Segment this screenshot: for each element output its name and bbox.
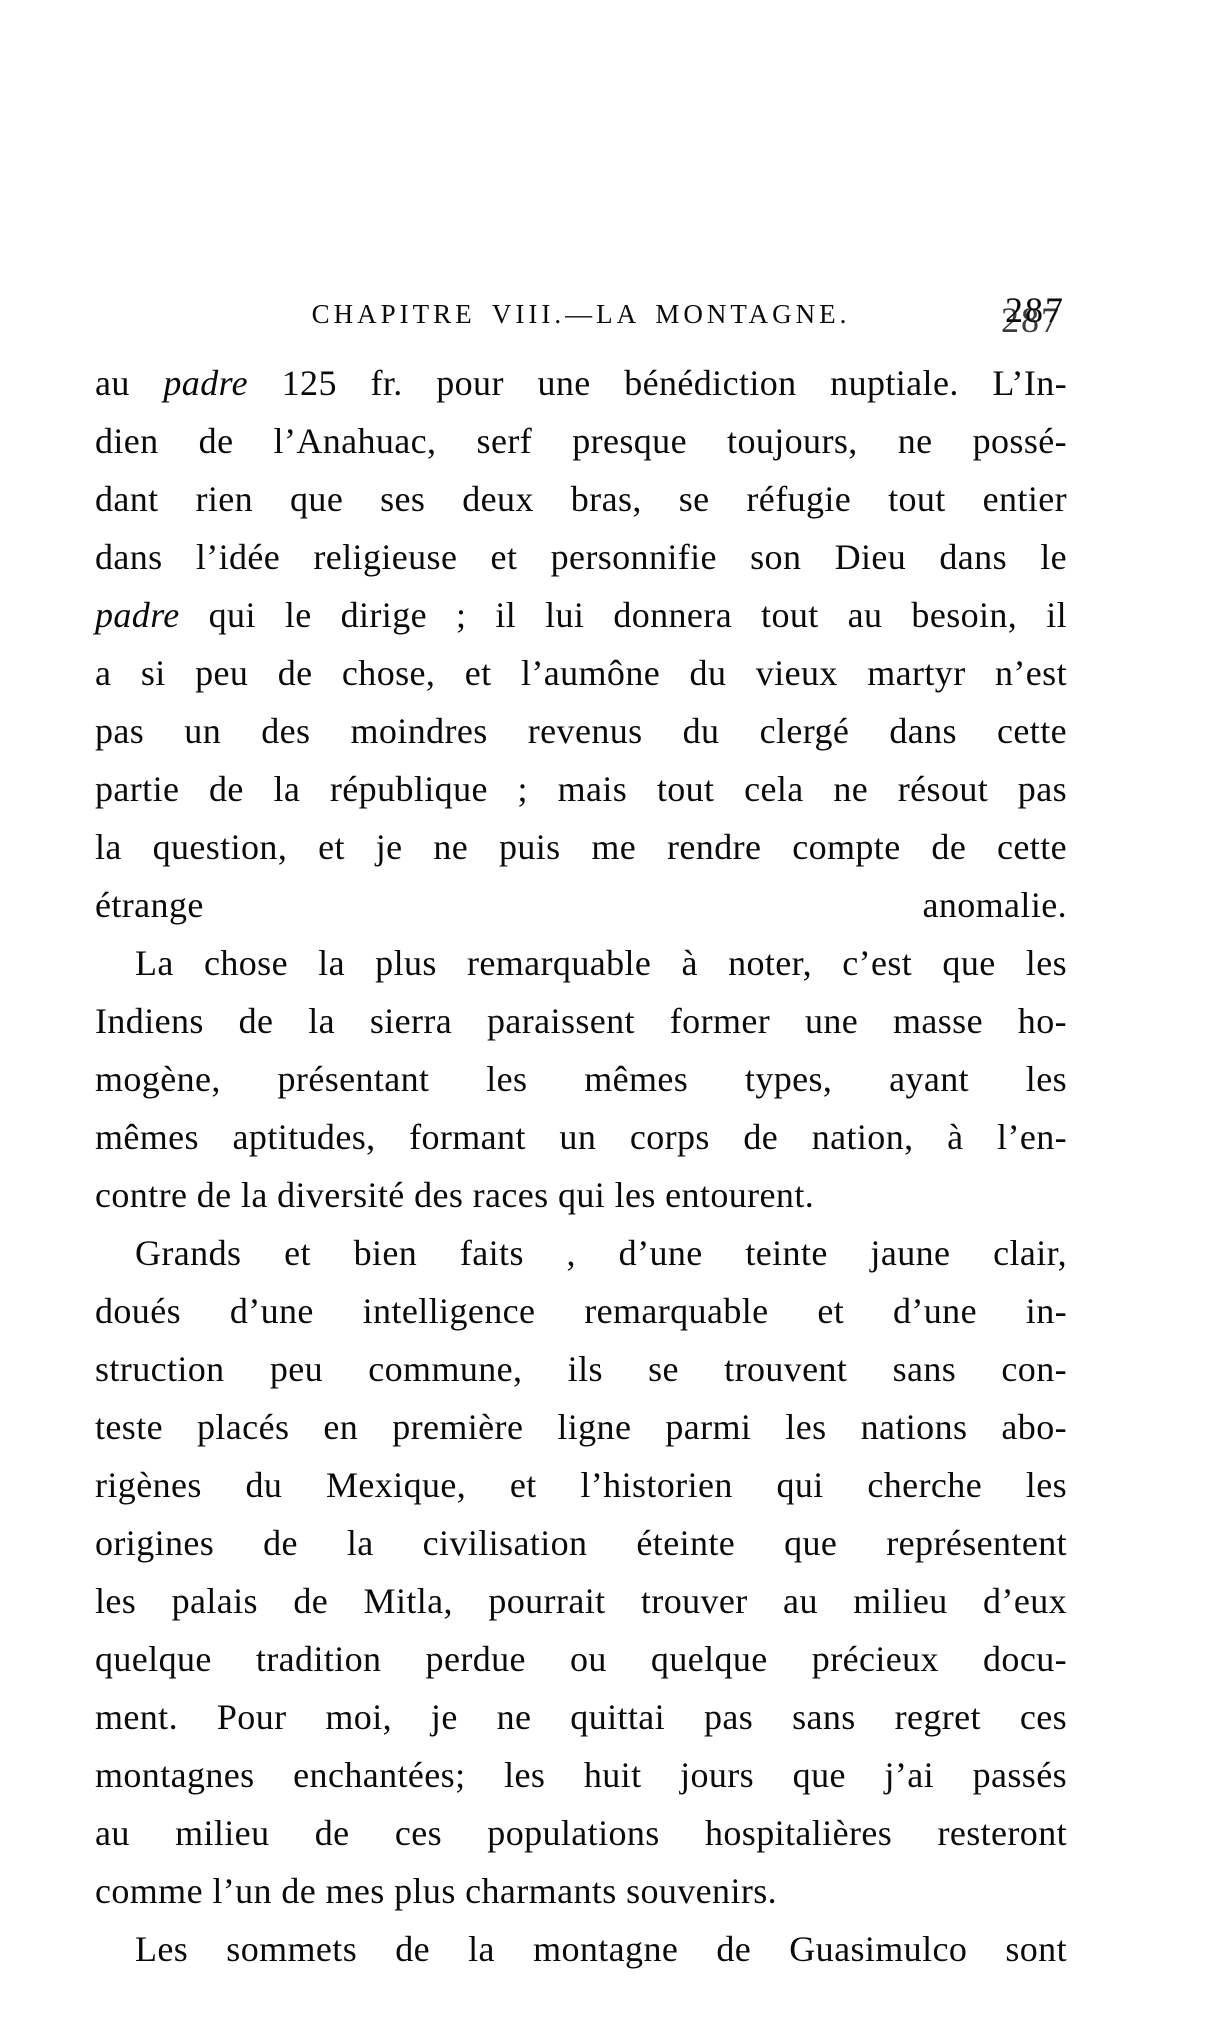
text-line bbox=[95, 934, 1067, 992]
paragraph bbox=[95, 354, 1067, 934]
text-line bbox=[95, 1456, 1067, 1514]
text-line bbox=[95, 1224, 1067, 1282]
text-line bbox=[95, 354, 1067, 412]
text-segment: partie de la république ; mais tout cela ne résout pas bbox=[95, 769, 1067, 809]
text-segment: teste placés en première ligne parmi les nations abo- bbox=[95, 1407, 1067, 1447]
text-segment: contre de la diversité des races qui les entourent. bbox=[95, 1175, 815, 1215]
text-segment: ment. Pour moi, je ne quittai pas sans regret ces bbox=[95, 1697, 1067, 1737]
text-segment: Les sommets de la montagne de Guasimulco sont bbox=[135, 1929, 1067, 1969]
text-line bbox=[95, 644, 1067, 702]
text-segment: mêmes aptitudes, formant un corps de nation, à l’en- bbox=[95, 1117, 1067, 1157]
text-line bbox=[95, 1514, 1067, 1572]
text-line bbox=[95, 760, 1067, 818]
text-line bbox=[95, 1746, 1067, 1804]
text-segment: origines de la civilisation éteinte que représentent bbox=[95, 1523, 1067, 1563]
italic-word: padre bbox=[95, 595, 180, 635]
paragraph bbox=[95, 1224, 1067, 1920]
text-line bbox=[95, 1166, 1067, 1224]
text-segment: au bbox=[95, 363, 164, 403]
text-line bbox=[95, 1050, 1067, 1108]
text-segment: qui le dirige ; il lui donnera tout au besoin, il bbox=[179, 595, 1067, 635]
text-line bbox=[95, 528, 1067, 586]
text-segment: comme l’un de mes plus charmants souvenirs. bbox=[95, 1871, 778, 1911]
text-segment: dant rien que ses deux bras, se réfugie tout entier bbox=[95, 479, 1067, 519]
text-segment: struction peu commune, ils se trouvent sans con- bbox=[95, 1349, 1067, 1389]
text-line bbox=[95, 876, 1067, 934]
text-line bbox=[95, 412, 1067, 470]
page-number: 287 bbox=[1005, 290, 1065, 330]
text-segment: pas un des moindres revenus du clergé dans cette bbox=[95, 711, 1067, 751]
text-segment: a si peu de chose, et l’aumône du vieux martyr n’est bbox=[95, 653, 1067, 693]
text-line bbox=[95, 1630, 1067, 1688]
text-segment: au milieu de ces populations hospitalières resteront bbox=[95, 1813, 1067, 1853]
text-line bbox=[95, 1340, 1067, 1398]
text-segment: la question, et je ne puis me rendre compte de cette bbox=[95, 827, 1067, 867]
text-line bbox=[95, 1862, 1067, 1920]
text-segment: rigènes du Mexique, et l’historien qui cherche les bbox=[95, 1465, 1067, 1505]
text-segment: les palais de Mitla, pourrait trouver au milieu d’eux bbox=[95, 1581, 1067, 1621]
text-line bbox=[95, 818, 1067, 876]
paragraph bbox=[95, 1920, 1067, 1978]
text-segment: doués d’une intelligence remarquable et d’une in- bbox=[95, 1291, 1067, 1331]
text-line bbox=[95, 470, 1067, 528]
text-line bbox=[95, 1804, 1067, 1862]
text-line bbox=[95, 1282, 1067, 1340]
running-header bbox=[95, 292, 1067, 336]
text-line bbox=[95, 1920, 1067, 1978]
chapter-title: CHAPITRE VIII.—LA MONTAGNE. bbox=[311, 299, 851, 329]
text-segment: dans l’idée religieuse et personnifie son Dieu dans le bbox=[95, 537, 1067, 577]
text-line bbox=[95, 1688, 1067, 1746]
text-segment: La chose la plus remarquable à noter, c’est que les bbox=[135, 943, 1067, 983]
text-line bbox=[95, 1108, 1067, 1166]
text-segment: montagnes enchantées; les huit jours que j’ai passés bbox=[95, 1755, 1067, 1795]
text-line bbox=[95, 586, 1067, 644]
page-body bbox=[95, 354, 1067, 1978]
text-line bbox=[95, 1398, 1067, 1456]
paragraph bbox=[95, 934, 1067, 1224]
text-segment: 125 fr. pour une bénédiction nuptiale. L’In- bbox=[248, 363, 1067, 403]
italic-word: padre bbox=[163, 363, 249, 403]
text-segment: étrange anomalie. bbox=[95, 885, 1067, 925]
page-content bbox=[95, 292, 1067, 1978]
text-segment: Indiens de la sierra paraissent former une masse ho- bbox=[95, 1001, 1067, 1041]
text-line bbox=[95, 1572, 1067, 1630]
text-segment: dien de l’Anahuac, serf presque toujours, ne possé- bbox=[95, 421, 1067, 461]
text-line bbox=[95, 992, 1067, 1050]
text-line bbox=[95, 702, 1067, 760]
text-segment: mogène, présentant les mêmes types, ayant les bbox=[95, 1059, 1067, 1099]
text-segment: Grands et bien faits , d’une teinte jaune clair, bbox=[135, 1233, 1067, 1273]
text-segment: quelque tradition perdue ou quelque précieux docu- bbox=[95, 1639, 1067, 1679]
